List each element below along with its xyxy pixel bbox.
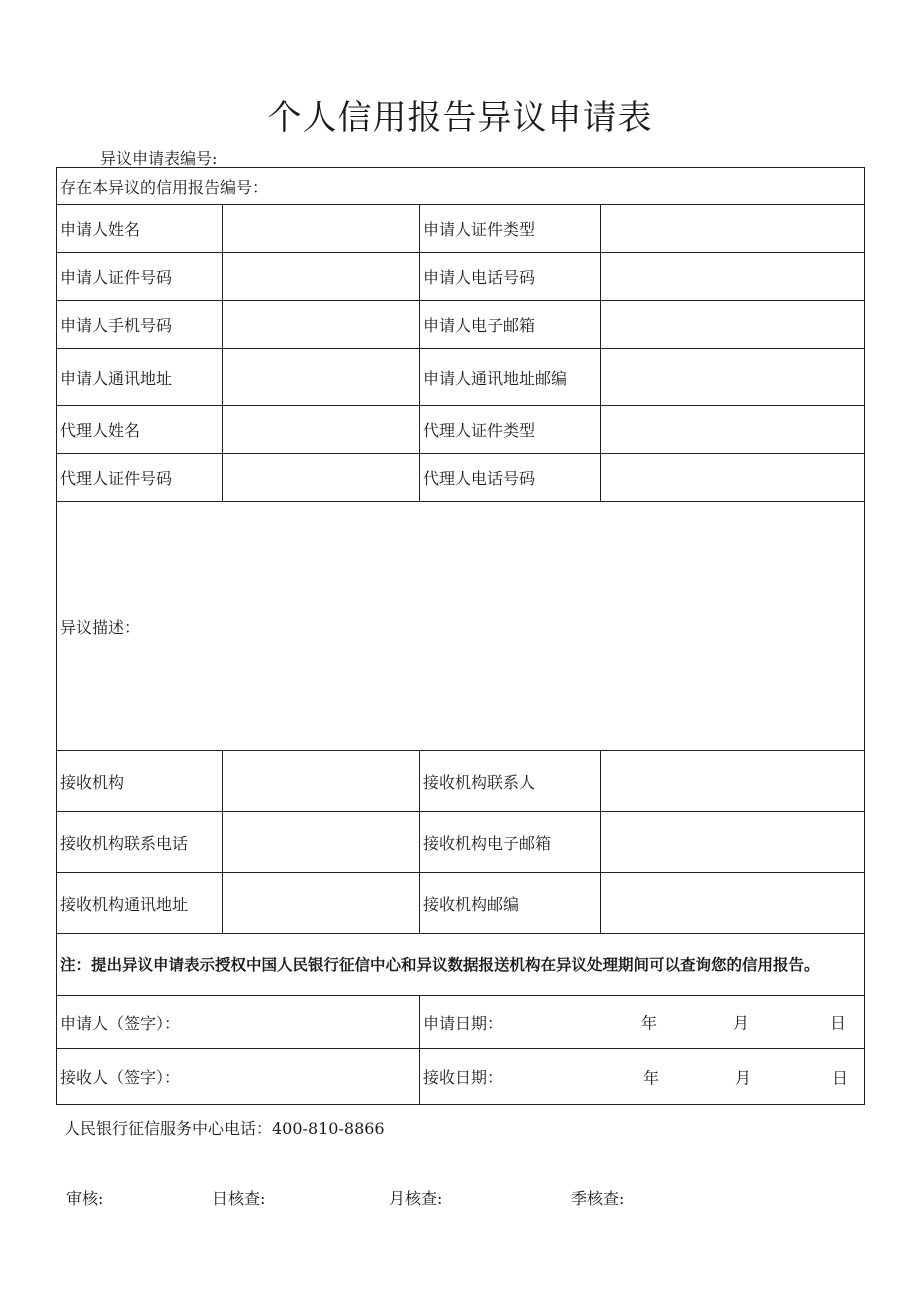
- agent-name-field[interactable]: [223, 406, 420, 454]
- applicant-id-type-label: 申请人证件类型: [420, 205, 601, 253]
- authorization-note: 注：提出异议申请表示授权中国人民银行征信中心和异议数据报送机构在异议处理期间可以查询您的信用报告。: [57, 934, 865, 996]
- applicant-id-number-label: 申请人证件号码: [57, 253, 223, 301]
- agent-id-type-field[interactable]: [601, 406, 865, 454]
- applicant-name-label: 申请人姓名: [57, 205, 223, 253]
- applicant-id-number-field[interactable]: [223, 253, 420, 301]
- agent-id-number-field[interactable]: [223, 454, 420, 502]
- institution-email-field[interactable]: [601, 812, 865, 873]
- applicant-name-field[interactable]: [223, 205, 420, 253]
- report-number-field[interactable]: [57, 168, 865, 205]
- application-month-label: 月: [733, 1013, 750, 1033]
- applicant-phone-field[interactable]: [601, 253, 865, 301]
- monthly-check-label: 月核查:: [389, 1189, 443, 1208]
- application-year-label: 年: [641, 1013, 658, 1033]
- receipt-day-label: 日: [832, 1068, 849, 1087]
- applicant-postcode-field[interactable]: [601, 349, 865, 406]
- institution-address-label: 接收机构通讯地址: [57, 873, 223, 934]
- applicant-postcode-label: 申请人通讯地址邮编: [420, 349, 601, 406]
- institution-label: 接收机构: [57, 751, 223, 812]
- applicant-signature-field[interactable]: [57, 996, 420, 1049]
- institution-address-field[interactable]: [223, 873, 420, 934]
- institution-postcode-field[interactable]: [601, 873, 865, 934]
- institution-email-label: 接收机构电子邮箱: [420, 812, 601, 873]
- application-date-label: 申请日期：: [423, 1013, 504, 1033]
- application-date-field[interactable]: [420, 996, 865, 1049]
- form-number-label: 异议申请表编号:: [100, 149, 218, 168]
- agent-name-label: 代理人姓名: [57, 406, 223, 454]
- page-title: 个人信用报告异议申请表: [267, 98, 653, 138]
- dispute-description-label: 异议描述：: [60, 617, 141, 637]
- institution-field[interactable]: [223, 751, 420, 812]
- receipt-date-label: 接收日期：: [423, 1068, 504, 1087]
- agent-phone-label: 代理人电话号码: [420, 454, 601, 502]
- receipt-month-label: 月: [735, 1068, 752, 1087]
- applicant-email-label: 申请人电子邮箱: [420, 301, 601, 349]
- applicant-mobile-label: 申请人手机号码: [57, 301, 223, 349]
- institution-phone-label: 接收机构联系电话: [57, 812, 223, 873]
- daily-check-label: 日核查:: [212, 1189, 266, 1208]
- report-number-label: 存在本异议的信用报告编号：: [60, 177, 269, 197]
- receipt-date-field[interactable]: [420, 1049, 865, 1105]
- quarterly-check-label: 季核查:: [571, 1189, 625, 1208]
- applicant-email-field[interactable]: [601, 301, 865, 349]
- applicant-id-type-field[interactable]: [601, 205, 865, 253]
- applicant-address-field[interactable]: [223, 349, 420, 406]
- agent-phone-field[interactable]: [601, 454, 865, 502]
- applicant-signature-label: 申请人（签字）：: [60, 1013, 181, 1033]
- receiver-signature-label: 接收人（签字）：: [60, 1068, 181, 1087]
- applicant-mobile-field[interactable]: [223, 301, 420, 349]
- dispute-form-table: [56, 167, 865, 1105]
- review-label: 审核:: [66, 1189, 104, 1208]
- applicant-address-label: 申请人通讯地址: [57, 349, 223, 406]
- application-day-label: 日: [830, 1013, 847, 1033]
- institution-contact-field[interactable]: [601, 751, 865, 812]
- institution-phone-field[interactable]: [223, 812, 420, 873]
- institution-postcode-label: 接收机构邮编: [420, 873, 601, 934]
- dispute-description-field[interactable]: [57, 502, 865, 751]
- service-center-phone: 人民银行征信服务中心电话：400-810-8866: [64, 1119, 385, 1138]
- agent-id-number-label: 代理人证件号码: [57, 454, 223, 502]
- agent-id-type-label: 代理人证件类型: [420, 406, 601, 454]
- applicant-phone-label: 申请人电话号码: [420, 253, 601, 301]
- institution-contact-label: 接收机构联系人: [420, 751, 601, 812]
- receiver-signature-field[interactable]: [57, 1049, 420, 1105]
- receipt-year-label: 年: [643, 1068, 660, 1087]
